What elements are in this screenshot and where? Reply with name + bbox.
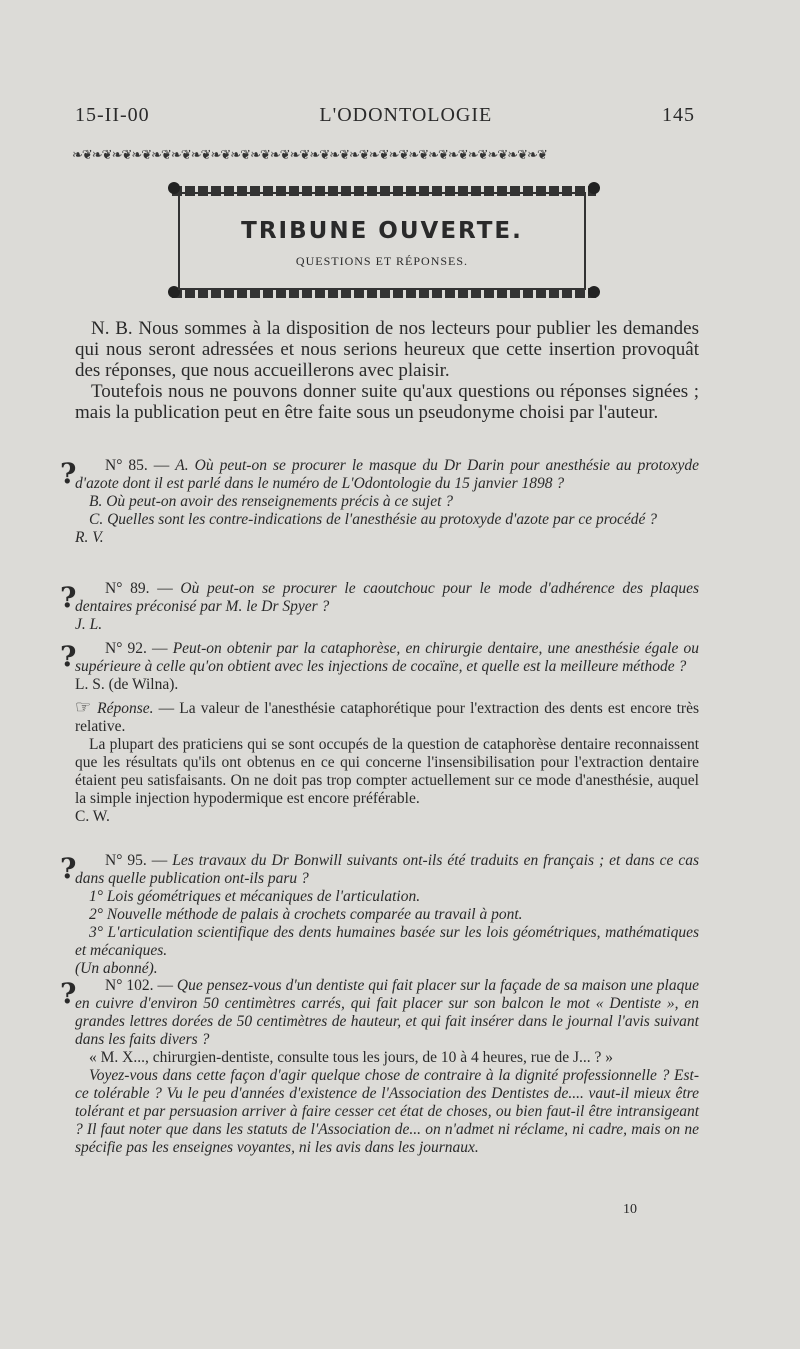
- header-date: 15-II-00: [75, 104, 150, 126]
- question-number: N° 89. —: [105, 580, 181, 597]
- list-item: 2° Nouvelle méthode de palais à crochets comparée au travail à pont.: [89, 906, 523, 923]
- box-corner-dot: [588, 182, 600, 194]
- response-text: — La valeur de l'anesthésie cataphorétique pour l'extraction des dents est encore très relative.: [75, 700, 699, 735]
- list-item: 3° L'articulation scientifique des dents humaines basée sur les lois géométriques, mathématiques et mécaniques.: [75, 924, 699, 959]
- response-signature: C. W.: [75, 808, 110, 825]
- quoted-notice: « M. X..., chirurgien-dentiste, consulte tous les jours, de 10 à 4 heures, rue de J... ? »: [89, 1049, 614, 1066]
- question-mark-icon: ?: [60, 581, 77, 614]
- section-title: TRIBUNE OUVERTE.: [241, 218, 523, 244]
- question-text: A. Où peut-on se procurer le masque du Dr Darin pour anesthésie au protoxyde d'azote dont il est parlé dans le numéro de L'Odontologie du 15 janvier 1898 ?: [75, 457, 699, 492]
- question-mark-icon: ?: [60, 640, 77, 673]
- question-text: C. Quelles sont les contre-indications de l'anesthésie au protoxyde d'azote par ce procédé ?: [89, 511, 657, 528]
- signature: L. S. (de Wilna).: [75, 676, 179, 693]
- question-85: [75, 457, 699, 547]
- box-corner-dot: [588, 286, 600, 298]
- question-mark-icon: ?: [60, 852, 77, 885]
- signature-mark: 10: [623, 1202, 637, 1217]
- question-89: [75, 580, 699, 634]
- question-number: N° 85. —: [105, 457, 176, 474]
- question-95: [75, 852, 699, 978]
- header-page-number: 145: [661, 104, 695, 126]
- question-text: Peut-on obtenir par la cataphorèse, en chirurgie dentaire, une anesthésie égale ou supérieure à celle qu'on obtient avec les injections de cocaïne, et quelle est la meilleure méthode ?: [75, 640, 699, 675]
- section-subtitle: QUESTIONS ET RÉPONSES.: [295, 254, 469, 268]
- signature: J. L.: [75, 616, 103, 633]
- question-92: [75, 640, 699, 826]
- question-text: Où peut-on se procurer le caoutchouc pour le mode d'adhérence des plaques dentaires préconisé par M. le Dr Spyer ?: [75, 580, 699, 615]
- question-number: N° 92. —: [105, 640, 173, 657]
- question-102: [75, 977, 699, 1157]
- question-text: B. Où peut-on avoir des renseignements précis à ce sujet ?: [89, 493, 454, 510]
- signature: (Un abonné).: [75, 960, 158, 977]
- ornament-band: ❧❦❧❦❧❦❧❦❧❦❧❦❧❦❧❦❧❦❧❦❧❦❧❦❧❦❧❦❧❦❧❦❧❦❧❦❧❦❧❦❧❦❧❦❧❦❧❦: [72, 148, 547, 162]
- signature: R. V.: [75, 529, 104, 546]
- question-mark-icon: ?: [60, 977, 77, 1010]
- question-number: N° 102. —: [105, 977, 177, 994]
- response-label: Réponse.: [97, 700, 154, 717]
- header-journal: L'ODONTOLOGIE: [319, 104, 493, 126]
- intro-paragraph-2: Toutefois nous ne pouvons donner suite qu'aux questions ou réponses signées ; mais la publication peut en être faite sous un pseudonyme choisi par l'auteur.: [75, 381, 699, 423]
- running-header: [75, 104, 695, 127]
- response-paragraph: La plupart des praticiens qui se sont occupés de la question de cataphorèse dentaire reconnaissent que les résultats qu'ils ont obtenus en ce qui concerne l'insensibilisation pour l'extraction dentaire étaient peu satisfaisants. On ne doit pas trop compter actuellement sur ce mode d'anesthésie, auquel la simple injection hypodermique est encore préférable.: [75, 736, 699, 807]
- question-text: Que pensez-vous d'un dentiste qui fait placer sur la façade de sa maison une plaque en cuivre d'environ 50 centimètres carrés, qui fait placer sur son balcon le mot « Dentiste », en grandes lettres dorées de 50 centimètres de hauteur, et qui fait insérer dans le journal l'avis suivant dans les faits divers ?: [75, 977, 699, 1048]
- intro-paragraph-1: N. B. Nous sommes à la disposition de nos lecteurs pour publier les demandes qui nous seront adressées et nous serions heureux que cette insertion provoquât des réponses, que nous accueillerons avec plaisir.: [75, 318, 699, 381]
- question-paragraph: Voyez-vous dans cette façon d'agir quelque chose de contraire à la dignité professionnelle ? Est-ce tolérable ? Vu le peu d'années d'existence de l'Association des Dentistes de.... vaut-il mieux être tolérant et par persuasion arriver à faire cesser cet état de choses, ou bien faut-il être intransigeant ? Il faut noter que dans les statuts de l'Association de... on n'admet ni réclame, ni cadre, mais on ne spécifie pas les enseignes voyantes, ni les avis dans les journaux.: [75, 1067, 699, 1156]
- intro-note: [75, 318, 699, 423]
- question-mark-icon: ?: [60, 457, 77, 490]
- question-text: Les travaux du Dr Bonwill suivants ont-ils été traduits en français ; et dans ce cas dans quelle publication ont-ils paru ?: [75, 852, 699, 887]
- question-number: N° 95. —: [105, 852, 173, 869]
- list-item: 1° Lois géométriques et mécaniques de l'articulation.: [89, 888, 421, 905]
- pointing-hand-icon: ☞: [75, 697, 92, 717]
